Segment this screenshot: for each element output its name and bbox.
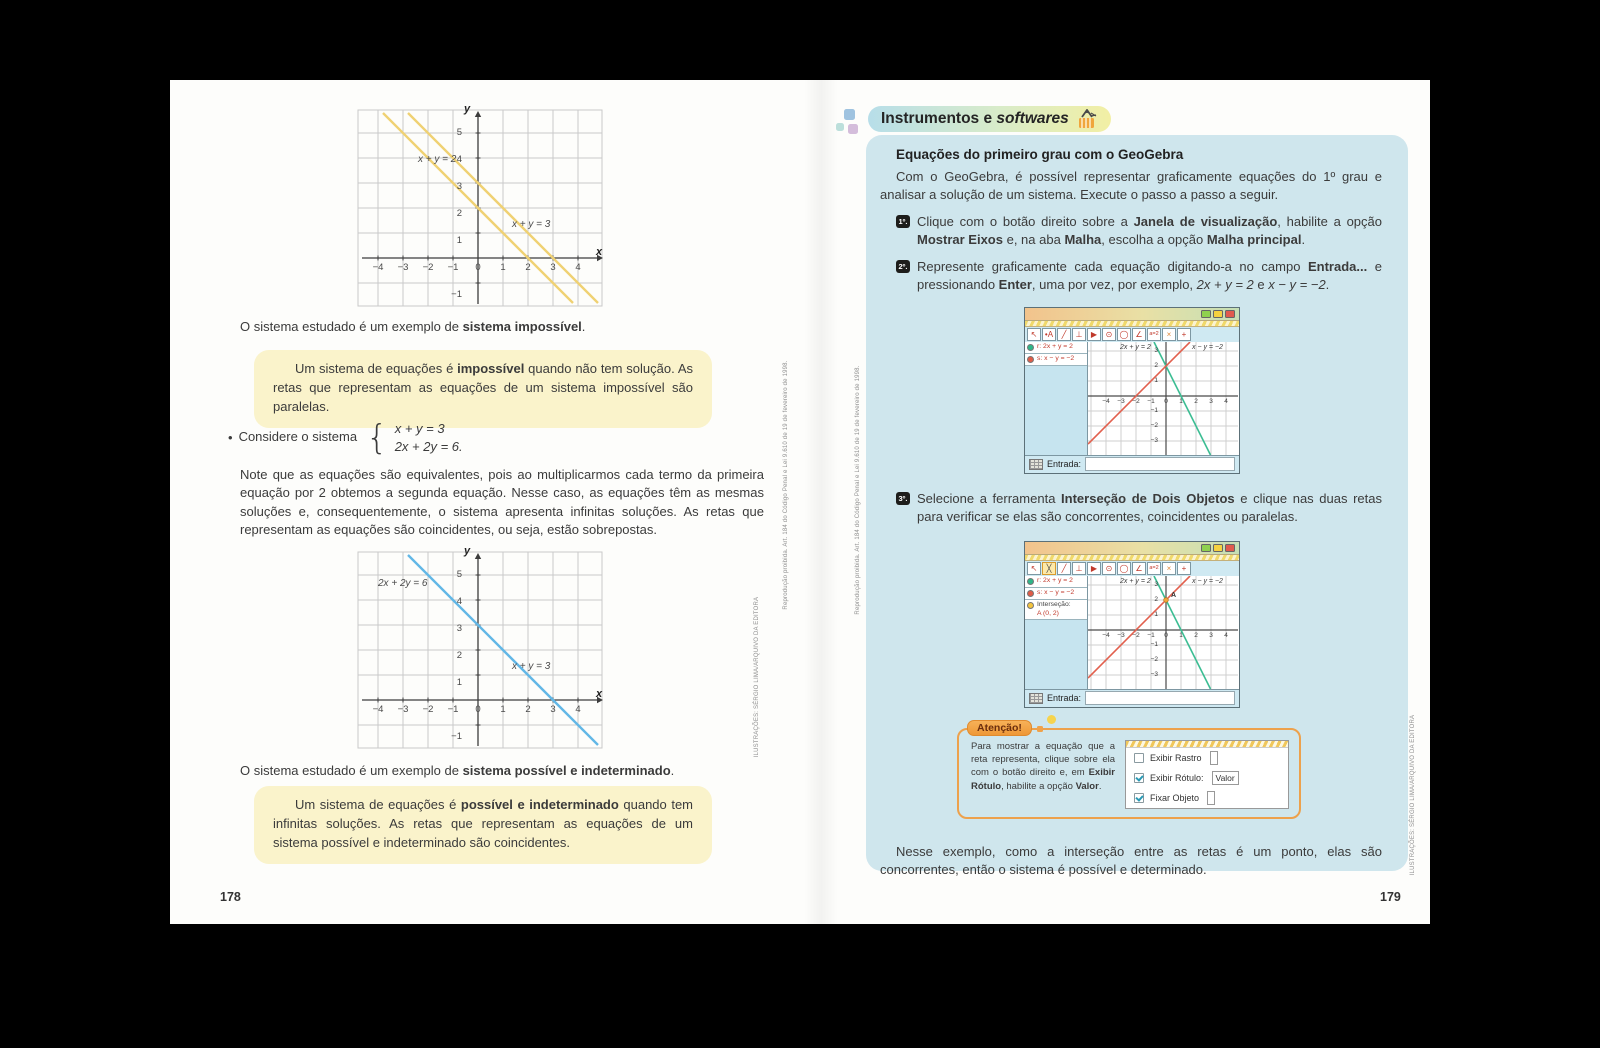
tick-label: −2 [422,704,434,715]
algebra-row[interactable] [1025,342,1087,354]
y-tick-labels [442,127,470,301]
instrumentos-panel [866,135,1408,878]
toolbar-button[interactable]: ↖ [1027,328,1041,341]
line-x-minus-y-minus2 [1088,342,1190,444]
context-dialog [1125,740,1289,809]
graphics-view[interactable] [1088,342,1239,455]
tick-label: 2 [1154,595,1158,603]
tick-label: −4 [1102,397,1110,405]
tick-label: 4 [1224,631,1228,639]
entrada-label: Entrada: [1047,693,1082,704]
algebra-row[interactable] [1025,576,1087,588]
page-number-left: 178 [220,890,241,904]
x-axis-label: x [596,246,603,258]
geogebra-titlebar [1025,542,1239,555]
tick-label: 2 [1194,397,1198,405]
caption-sistema-indeterminado: O sistema estudado é um exemplo de sistema possível e indeterminado. [240,763,675,778]
toolbar-button[interactable]: ▶ [1087,328,1101,341]
toolbar-button[interactable]: + [1177,562,1191,575]
option-label: Exibir Rastro [1150,752,1202,763]
x-tick-labels [1100,632,1232,640]
x-tick-labels [1100,398,1232,406]
tick-label: 3 [1154,580,1158,588]
maximize-button[interactable] [1213,310,1223,318]
equation-label: x + y = 3 [512,661,551,672]
tick-label: 3 [550,262,556,273]
dropdown-value: Valor [1215,772,1235,783]
close-button[interactable] [1225,310,1235,318]
definition-text: Um sistema de equações é possível e indeterminado quando tem infinitas soluções. As retas que representam as equações de um sistema possível e indeterminado são coincidentes. [273,797,693,851]
y-tick-labels [1140,580,1162,680]
x-tick-labels [371,262,585,274]
tick-label: 4 [575,704,581,715]
object-dot-green[interactable] [1027,578,1034,585]
toolbar-button[interactable]: ╱ [1057,328,1071,341]
system-of-equations [228,417,463,458]
algebra-panel [1025,576,1088,689]
equation-label: x − y = −2 [1192,577,1223,585]
toolbar-button[interactable]: •A [1042,328,1056,341]
tick-label: 4 [456,154,462,165]
tick-label: −2 [1132,397,1140,405]
step-badge: 1º. [896,215,910,228]
tick-label: 0 [475,704,481,715]
decor-square-teal [836,123,844,131]
tick-label: −1 [451,731,462,742]
entrada-bar [1025,689,1239,707]
decor-dot-yellow [1047,715,1056,724]
tick-label: 1 [456,677,462,688]
tick-label: 4 [1224,397,1228,405]
entrada-bar [1025,455,1239,473]
tick-label: 2 [456,208,462,219]
drafting-tools-icon [1076,109,1098,129]
checkbox[interactable] [1134,753,1144,763]
object-dot-red[interactable] [1027,590,1034,597]
dropdown-valor[interactable] [1207,791,1215,805]
checkbox[interactable] [1134,793,1144,803]
step-1 [896,213,1382,250]
tick-label: 3 [456,623,462,634]
point-A-label: A [1171,591,1177,599]
tick-label: 5 [456,127,462,138]
decor-square-lavender [848,124,858,134]
x-axis-label: x [596,688,603,700]
toolbar-button[interactable]: ▶ [1087,562,1101,575]
panel-subtitle: Equações do primeiro grau com o GeoGebra [896,147,1184,162]
equation-1: x + y = 3 [394,421,445,436]
dialog-option-row[interactable] [1126,768,1288,788]
considere-text: Considere o sistema [238,429,358,445]
dropdown-valor[interactable] [1212,771,1239,785]
tick-label: −4 [1102,631,1110,639]
tick-label: 3 [456,181,462,192]
toolbar-button[interactable]: × [1162,328,1176,341]
step-badge: 3º. [896,492,910,505]
toolbar-button[interactable]: a=2 [1147,562,1161,575]
equation-label: 2x + 2y = 6 [378,578,428,589]
geogebra-toolbar [1025,561,1239,576]
equation-2: 2x + 2y = 6. [394,438,463,454]
minimize-button[interactable] [1201,544,1211,552]
tick-label: 1 [1154,610,1158,618]
entrada-label: Entrada: [1047,459,1082,470]
tick-label: −1 [447,704,459,715]
toolbar-button[interactable]: ╳ [1042,562,1056,575]
dialog-options [1126,748,1288,808]
keyboard-icon[interactable] [1029,459,1043,470]
intersection-point: A (0, 2) [1037,609,1059,617]
toolbar-button[interactable]: ↖ [1027,562,1041,575]
tick-label: 1 [1179,631,1183,639]
tick-label: 1 [500,704,506,715]
tick-label: −1 [1150,640,1158,648]
tick-label: 1 [1179,397,1183,405]
tick-label: −3 [1117,631,1125,639]
geogebra-titlebar [1025,308,1239,321]
y-tick-labels [1140,346,1162,446]
tick-label: 3 [1209,631,1213,639]
atencao-box [957,721,1301,819]
dialog-option-row[interactable] [1126,748,1288,768]
equation-label: 2x + y = 2 [1120,577,1151,585]
tick-label: 1 [456,235,462,246]
tick-label: −3 [1150,670,1158,678]
page-sheet: y x x + y = 2 x + y = 3 −4 −3 −2 −1 0 1 2 3 4 5 4 3 2 1 −1 O sistema estudado é um exemplo de sistema impossível. Um sistema de equações é impossível quando não tem solução. As retas que representam as equações de um sistema impossível são paralelas. • Considere o sistema { x + y = 3 2x + 2y = 6. Note que as equações são equivalentes, pois ao multiplicarmos cada termo da primeira equação por 2 obtemos a segunda equação. Nesse caso, as equações têm as mesmas soluções e, consequentemente, o sistema apresenta infinitas soluções. As retas que representam as equações são coincidentes, ou seja, estão sobrepostas. y x 2x + 2y = 6 x + y = 3 −4 −3 −2 −1 0 1 2 3 4 5 4 3 2 1 −1 O sistema estudado é um exemplo de sistema possível e indeterminado. Um sistema de equações é possível e indeterminado quando tem infinitas soluções. As retas que representam as equações de um sistema possível e indeterminado são coincidentes. 178 Instrumentos e softwares Equações do primeiro grau com o GeoGebra Com o GeoGebra, é possível representar graficamente equações do 1º grau e analisar a solução de um sistema. Execute o passo a passo a seguir. 1º. Clique com o botão direito sobre a Janela de visualização, habilite a opção Mostrar Eixos e, na aba Malha, escolha a opção Malha principal. 2º. Represente graficamente cada equação digitando-a no campo Entrada... e pressionando Enter, uma por vez, por exemplo, 2x + y = 2 e x − y = −2. ↖ •A ╱ ⊥ ▶ ⊙ ◯ ∠ a=2 × + r: 2x + y = 2 s: x − y = −2 2x + y = 2 x − y = −2 −4 −3 −2 −1 0 1 2 3 4 3 2 1 −1 −2 −3 Entrada: 3º. Selecione a ferramenta Interseção de Dois Objetos e clique nas duas retas para verificar se elas são concorrentes, coincidentes ou paralelas. ↖ ╳ ╱ ⊥ ▶ ⊙ ◯ ∠ a=2 × + r: 2x + y = 2 s: x − y = −2 Interseção: A (0, 2) 2x + y = 2 x − y = −2 A −4 −3 −2 −1 0 1 2 3 4 3 2 1 −1 −2 −3 Entrada: Atenção! Para mostrar a equação que a reta representa, clique sobre ela com o botão direito e, em Exibir Rótulo, habilite a opção Valor. Exibir Rastro Exibir Rótulo: Valor Fixar Objeto Nesse exemplo, como a interseção entre as retas é um ponto, elas são concorrentes, então o sistema é possível e determinado. 179 Reprodução proibida. Art. 184 do Código Penal e Lei 9.610 de 19 de fevereiro de 1998. Reprodução proibida. Art. 184 do Código Penal e Lei 9.610 de 19 de fevereiro de 1998. ILUSTRAÇÕES: SÉRGIO LIMA/ARQUIVO DA EDITORA ILUSTRAÇÕES: SÉRGIO LIMA/ARQUIVO DA EDITORA [170,80,1430,924]
tick-label: 5 [456,569,462,580]
tick-label: 3 [1209,397,1213,405]
tick-label: 2 [1154,361,1158,369]
entrada-input[interactable] [1085,457,1235,471]
y-axis-label: y [464,103,471,115]
option-label: Exibir Rótulo: [1150,772,1204,783]
equation-label: x + y = 3 [512,219,551,230]
checkbox[interactable] [1134,773,1144,783]
algebra-panel [1025,342,1088,455]
page-gutter [804,80,838,924]
tick-label: 3 [550,704,556,715]
keyboard-icon[interactable] [1029,693,1043,704]
close-button[interactable] [1225,544,1235,552]
definition-box-impossivel [254,350,712,428]
object-dot-yellow[interactable] [1027,602,1034,609]
maximize-button[interactable] [1213,544,1223,552]
tick-label: −1 [1150,406,1158,414]
step-3 [896,490,1382,527]
algebra-equation: r: 2x + y = 2 [1037,577,1073,585]
step-text: Clique com o botão direito sobre a Janela de visualização, habilite a opção Mostrar Eixos e, na aba Malha, escolha a opção Malha principal. [917,213,1382,248]
toolbar-button[interactable]: ⊥ [1072,562,1086,575]
toolbar-button[interactable]: ⊙ [1102,328,1116,341]
system-equations [395,420,463,455]
step-2 [896,258,1382,295]
graph-parallel-lines [356,103,606,311]
option-label: Fixar Objeto [1150,792,1200,803]
tick-label: −1 [451,289,462,300]
object-dot-red[interactable] [1027,356,1034,363]
graphics-view[interactable] [1088,576,1239,689]
tick-label: 0 [475,262,481,273]
graph-parallel-canvas [356,106,606,311]
step-badge: 2º. [896,260,910,273]
equation-label: x + y = 2 [418,154,457,165]
entrada-input[interactable] [1085,691,1235,705]
x-tick-labels [371,704,585,716]
tick-label: 3 [1154,346,1158,354]
dropdown-valor[interactable] [1210,751,1218,765]
definition-box-indeterminado [254,786,712,864]
section-header [868,106,1111,132]
tick-label: −4 [372,262,384,273]
tick-label: −3 [397,704,409,715]
tick-label: −1 [1147,397,1155,405]
tick-label: 2 [456,650,462,661]
tick-label: 0 [1164,397,1168,405]
tick-label: −2 [1150,655,1158,663]
tick-label: −3 [397,262,409,273]
toolbar-button[interactable]: a=2 [1147,328,1161,341]
definition-text: Um sistema de equações é impossível quando não tem solução. As retas que representam as equações de um sistema impossível são paralelas. [273,361,693,415]
decor-square-orange [1037,726,1043,732]
system-brace: { [366,417,388,458]
geogebra-window-1 [1024,307,1240,474]
tick-label: 2 [525,262,531,273]
step-text: Represente graficamente cada equação digitando-a no campo Entrada... e pressionando Enter, uma por vez, por exemplo, 2x + y = 2 e x − y = −2. [917,258,1382,293]
toolbar-button[interactable]: ◯ [1117,562,1131,575]
toolbar-button[interactable]: ⊥ [1072,328,1086,341]
geogebra-window-2 [1024,541,1240,708]
caption-sistema-impossivel: O sistema estudado é um exemplo de sistema impossível. [240,319,586,334]
decor-square-blue [844,109,855,120]
paragraph-equivalentes: Note que as equações são equivalentes, pois ao multiplicarmos cada termo da primeira equação por 2 obtemos a segunda equação. Nesse caso, as equações têm as mesmas soluções e, consequentemente, o sistema apresenta infinitas soluções. As retas que representam as equações são coincidentes, ou seja, estão sobrepostas. [240,467,764,538]
y-axis-label: y [464,545,471,557]
tick-label: −2 [422,262,434,273]
tick-label: 4 [575,262,581,273]
equation-label: x − y = −2 [1192,343,1223,351]
algebra-row[interactable] [1025,588,1087,600]
tick-label: 2 [525,704,531,715]
section-title: Instrumentos e softwares [881,110,1069,127]
algebra-equation: s: x − y = −2 [1037,589,1075,597]
tick-label: 0 [1164,631,1168,639]
intersection-point-A[interactable] [1164,597,1169,602]
toolbar-button[interactable]: × [1162,562,1176,575]
object-dot-green[interactable] [1027,344,1034,351]
tick-label: −3 [1117,397,1125,405]
equation-label: 2x + y = 2 [1120,343,1151,351]
step-text: Selecione a ferramenta Interseção de Dois Objetos e clique nas duas retas para verificar se elas são concorrentes, coincidentes ou paralelas. [917,490,1382,525]
tick-label: −1 [447,262,459,273]
tick-label: 4 [456,596,462,607]
bullet-marker: • [228,430,233,446]
page-number-right: 179 [1380,890,1401,904]
tick-label: 2 [1194,631,1198,639]
toolbar-button[interactable]: ∠ [1132,328,1146,341]
toolbar-button[interactable]: ⊙ [1102,562,1116,575]
graph-coincident-lines [356,545,606,753]
tick-label: −4 [372,704,384,715]
algebra-equation: r: 2x + y = 2 [1037,343,1073,351]
toolbar-button[interactable]: ╱ [1057,562,1071,575]
algebra-row-intersection[interactable] [1025,600,1087,620]
toolbar-button[interactable]: ∠ [1132,562,1146,575]
closing-paragraph: Nesse exemplo, como a interseção entre as retas é um ponto, elas são concorrentes, então o sistema é possível e determinado. [880,843,1382,878]
tick-label: −3 [1150,436,1158,444]
dialog-option-row[interactable] [1126,788,1288,808]
intersection-label: Interseção: [1037,601,1071,609]
algebra-equation: s: x − y = −2 [1037,355,1075,363]
toolbar-button[interactable]: ◯ [1117,328,1131,341]
toolbar-button[interactable]: + [1177,328,1191,341]
tick-label: −2 [1150,421,1158,429]
tick-label: 1 [1154,376,1158,384]
y-tick-labels [442,569,470,743]
tick-label: 1 [500,262,506,273]
geogebra-toolbar [1025,327,1239,342]
panel-intro: Com o GeoGebra, é possível representar graficamente equações do 1º grau e analisar a solução de um sistema. Execute o passo a passo a seguir. [880,169,1382,203]
tick-label: −2 [1132,631,1140,639]
atencao-text: Para mostrar a equação que a reta representa, clique sobre ela com o botão direito e, em Exibir Rótulo, habilite a opção Valor. [971,740,1115,792]
tick-label: −1 [1147,631,1155,639]
minimize-button[interactable] [1201,310,1211,318]
algebra-row[interactable] [1025,354,1087,366]
dialog-stripe [1126,741,1288,748]
atencao-tab: Atenção! [967,720,1032,736]
